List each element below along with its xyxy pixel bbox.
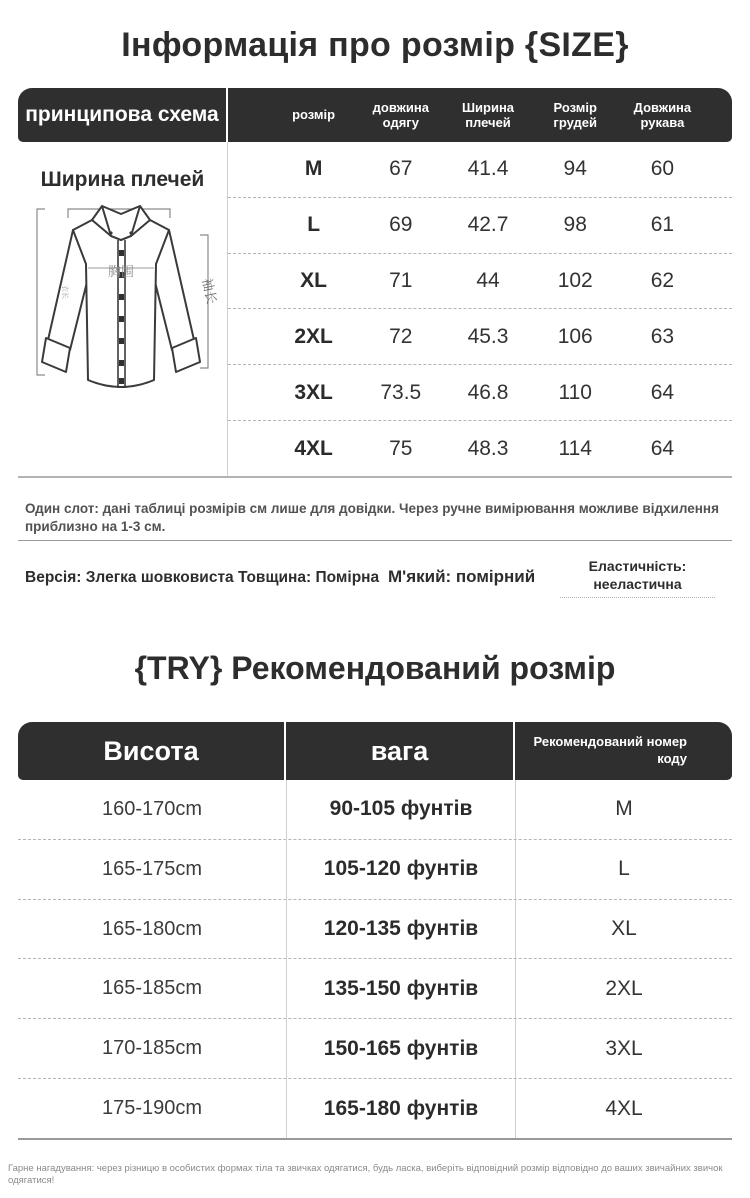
size-table-header (18, 88, 732, 142)
recommended-size-title: {TRY} Рекомендований розмір (134, 650, 616, 686)
chest-value: 114 (558, 436, 592, 460)
height-value: 165-175cm (101, 857, 203, 880)
height-value: 170-185cm (101, 1037, 203, 1060)
recommended-size-value: 2XL (515, 959, 732, 1018)
size-table-row (228, 198, 732, 254)
size-table-body (18, 142, 732, 478)
fit-table-body (18, 780, 732, 1140)
fit-table-header (18, 722, 732, 780)
size-table-row (228, 421, 732, 476)
recommended-size-value: 3XL (515, 1019, 732, 1078)
size-table-row (228, 365, 732, 421)
shoulder-width-value: 44 (476, 269, 500, 293)
height-value: 160-170cm (101, 797, 203, 820)
garment-length-value: 75 (389, 436, 413, 460)
garment-length-label: 衣长 (61, 285, 69, 299)
garment-length-value: 72 (389, 324, 413, 348)
sleeve-length-value: 61 (650, 213, 675, 237)
footer-reminder: Гарне нагадування: через різницю в особистих формах тіла та звичках одягатися, будь ласка, виберіть відповідний розмір відповідно до ваших звичайних звичок одягатися! (8, 1163, 723, 1187)
fit-table-row (18, 1079, 732, 1138)
column-header-chest: Розмір грудей (553, 99, 597, 130)
height-value: 165-180cm (101, 917, 203, 940)
height-value: 165-185cm (101, 977, 203, 1000)
weight-value: 150-165 фунтів (286, 1019, 515, 1078)
size-table-columns (228, 88, 732, 142)
recommended-size-value: L (515, 840, 732, 899)
sleeve-length-value: 62 (650, 269, 675, 293)
size-table-rows (228, 142, 732, 476)
fit-table-row (18, 780, 732, 840)
fit-table-row (18, 959, 732, 1019)
size-value: 3XL (294, 380, 333, 404)
recommended-code-line1: Рекомендований номер (533, 734, 687, 750)
sleeve-length-value: 63 (650, 324, 675, 348)
fabric-elasticity (560, 557, 715, 598)
chest-value: 102 (557, 269, 593, 293)
chest-value: 106 (557, 324, 593, 348)
weight-value: 105-120 фунтів (286, 840, 515, 899)
column-header-weight: вага (286, 722, 515, 780)
page-title: Інформація про розмір {SIZE} (121, 26, 629, 64)
weight-value: 90-105 фунтів (286, 780, 515, 839)
section-divider (18, 540, 732, 541)
sleeve-length-value: 60 (650, 157, 675, 181)
shoulder-width-value: 46.8 (467, 380, 509, 404)
shoulder-width-value: 48.3 (467, 436, 509, 460)
garment-length-value: 67 (389, 157, 413, 181)
shoulder-width-value: 41.4 (467, 157, 509, 181)
size-value: L (307, 213, 321, 237)
column-header-height: Висота (18, 722, 286, 780)
schema-header-cell: принципова схема (18, 88, 228, 142)
recommended-size-value: 4XL (515, 1079, 732, 1138)
sleeve-length-value: 64 (650, 380, 675, 404)
size-table-row (228, 142, 732, 198)
chest-value: 98 (563, 213, 587, 237)
recommended-size-value: XL (515, 900, 732, 959)
fabric-elasticity-line1: Еластичність: (588, 558, 687, 574)
garment-length-value: 69 (389, 213, 413, 237)
column-header-recommended-code (515, 722, 732, 780)
size-value: 4XL (294, 436, 333, 460)
shirt-diagram (18, 192, 228, 478)
weight-value: 120-135 фунтів (286, 900, 515, 959)
column-header-sleeve-length: Довжина рукава (633, 99, 692, 130)
measurement-note: Один слот: дані таблиці розмірів см лише для довідки. Через ручне вимірювання можливе відхилення приблизно на 1-3 см. (25, 501, 719, 534)
sleeve-length-value: 64 (650, 436, 675, 460)
column-header-size: розмір (292, 107, 336, 123)
fabric-softness: М'який: помірний (388, 567, 536, 586)
chest-label: 胸围 (107, 265, 135, 280)
weight-value: 165-180 фунтів (286, 1079, 515, 1138)
fabric-version: Версія: Злегка шовковиста Товщина: Помірна (25, 569, 380, 586)
fabric-properties (0, 556, 750, 608)
fit-table-row (18, 1019, 732, 1079)
column-header-garment-length: довжина одягу (372, 99, 429, 130)
column-header-shoulder-width: Ширина плечей (461, 99, 515, 130)
schema-panel (18, 142, 228, 476)
garment-length-value: 71 (389, 269, 413, 293)
size-value: M (304, 157, 323, 181)
size-value: XL (300, 269, 328, 293)
garment-length-value: 73.5 (380, 380, 422, 404)
fit-table-row (18, 900, 732, 960)
fabric-elasticity-line2: нееластична (593, 576, 682, 593)
weight-value: 135-150 фунтів (286, 959, 515, 1018)
size-table-row (228, 254, 732, 310)
recommended-size-value: M (515, 780, 732, 839)
shoulder-width-value: 45.3 (467, 324, 509, 348)
size-table-row (228, 309, 732, 365)
chest-value: 94 (563, 157, 587, 181)
recommended-code-line2: коду (657, 751, 687, 766)
shoulder-width-label: Ширина плечей (40, 168, 205, 191)
size-value: 2XL (294, 324, 333, 348)
shoulder-width-value: 42.7 (467, 213, 509, 237)
chest-value: 110 (558, 380, 592, 404)
height-value: 175-190cm (101, 1097, 203, 1120)
fit-table-row (18, 840, 732, 900)
sleeve-length-label: 袖长 (198, 276, 219, 306)
